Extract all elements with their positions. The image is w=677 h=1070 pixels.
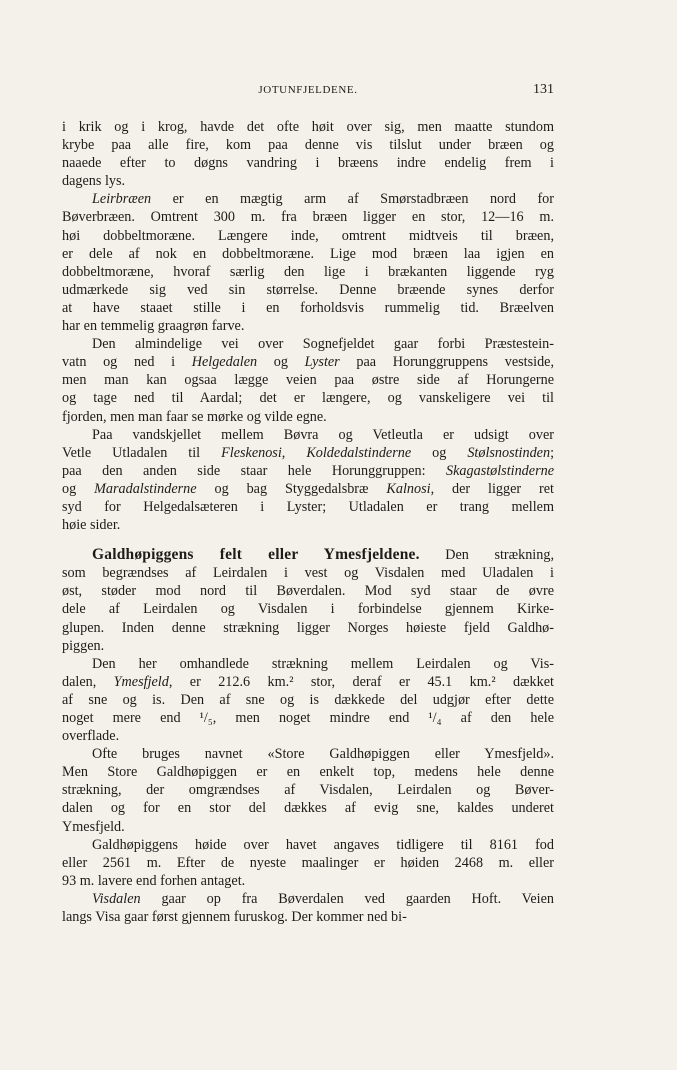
text-line: [62, 673, 554, 691]
text-run: , er 212.6 km.² stor, deraf er 45.1 km.² dækket: [168, 673, 554, 690]
text-run: og: [62, 480, 95, 497]
place-name: Lyster: [304, 354, 340, 371]
text-line: [62, 818, 554, 836]
text-line: [62, 208, 554, 226]
place-name: Koldedalstinderne: [306, 444, 412, 461]
text-line: [62, 781, 554, 799]
text-line: [62, 190, 554, 208]
text-run: og: [411, 444, 468, 461]
text-run: dalen og for en stor del dækkes af evig sne, kaldes underet: [62, 800, 554, 817]
text-run: Galdhøpiggens høide over havet angaves tidligere til 8161 fod: [92, 836, 554, 853]
text-run: fjorden, men man faar se mørke og vilde egne.: [62, 408, 327, 425]
text-run: Ofte bruges navnet «Store Galdhøpiggen eller Ymesfjeld».: [92, 746, 554, 763]
text-run: dalen,: [62, 673, 114, 690]
text-line: [62, 763, 554, 781]
page-number: 131: [533, 82, 554, 97]
text-run: ;: [550, 444, 554, 461]
text-run: øst, støder mod nord til Bøverdalen. Mod syd staar de øvre: [62, 583, 554, 600]
text-line: [62, 118, 554, 136]
paragraph: [62, 335, 554, 425]
text-run: Bøverbræen. Omtrent 300 m. fra bræen ligger en stor, 12—16 m.: [62, 209, 554, 226]
text-line: [62, 564, 554, 582]
text-line: [62, 691, 554, 709]
text-line: [62, 154, 554, 172]
text-run: har en temmelig graagrøn farve.: [62, 318, 245, 335]
text-run: Den her omhandlede strækning mellem Leirdalen og Vis-: [92, 655, 554, 672]
text-run: Ymesfjeld.: [62, 818, 125, 835]
text-run: overflade.: [62, 728, 120, 745]
paragraph: [62, 426, 554, 535]
text-line: [62, 745, 554, 763]
text-run: af sne og is. Den af sne og is dækkede del udgjør efter dette: [62, 691, 554, 708]
place-name: Helgedalen: [191, 354, 258, 371]
section-heading: Galdhøpiggens felt eller Ymesfjeldene.: [92, 546, 420, 564]
text-run: og bag Styggedalsbræ: [196, 480, 387, 497]
text-line: [62, 444, 554, 462]
text-run: og tage ned til Aardal; det er længere, og vanskeligere vei til: [62, 390, 554, 407]
text-line: [62, 371, 554, 389]
text-run: og: [257, 354, 305, 371]
text-run: men man kan ogsaa lægge veien paa østre side af Horungerne: [62, 372, 554, 389]
text-line: [62, 836, 554, 854]
text-run: ,: [281, 444, 307, 461]
paragraph: [62, 118, 554, 190]
text-line: [62, 619, 554, 637]
text-run: Vetle Utladalen til: [62, 444, 222, 461]
text-run: piggen.: [62, 637, 105, 654]
text-run: i krik og i krog, havde det ofte høit over sig, men maatte stundom: [62, 119, 554, 135]
text-line: [62, 281, 554, 299]
text-line: [62, 245, 554, 263]
text-line: [62, 317, 554, 335]
text-run: , der ligger ret: [430, 480, 554, 497]
section-gap: [62, 534, 554, 546]
text-line: [62, 136, 554, 154]
text-line: [62, 408, 554, 426]
paragraph: [62, 890, 554, 926]
text-run: dagens lys.: [62, 173, 126, 190]
text-run: noget mere end ¹/₅, men noget mindre end ¹/₄ af den hele: [62, 710, 554, 726]
text-run: som begrændses af Leirdalen i vest og Visdalen med Uladalen i: [62, 565, 554, 582]
text-line: [62, 637, 554, 655]
paragraph: [62, 745, 554, 835]
text-line: [62, 655, 554, 673]
paragraph: [62, 836, 554, 890]
text-line: [62, 426, 554, 444]
text-line: [62, 890, 554, 908]
text-run: udmærkede sig ved sin størrelse. Denne bræende synes derfor: [62, 281, 554, 298]
text-line: [62, 462, 554, 480]
text-run: at have staaet stille i en forholdsvis rummelig tid. Bræelven: [62, 299, 554, 316]
text-line: [62, 799, 554, 817]
text-line: [62, 172, 554, 190]
text-line: [62, 353, 554, 371]
text-line: [62, 546, 554, 564]
text-run: er en mægtig arm af Smørstadbræen nord for: [151, 191, 554, 208]
text-line: [62, 498, 554, 516]
body-text: [62, 118, 554, 926]
text-run: Den strækning,: [419, 547, 554, 564]
text-line: [62, 872, 554, 890]
text-run: høi dobbeltmoræne. Længere inde, omtrent midtveis til bræen,: [62, 227, 554, 244]
text-run: syd for Helgedalsæteren i Lyster; Utladalen er trang mellem: [62, 498, 554, 515]
place-name: Skagastølstinderne: [446, 462, 554, 479]
place-name: Maradalstinderne: [94, 480, 197, 497]
text-line: [62, 709, 554, 727]
text-run: naaede efter to døgns vandring i bræens indre endelig frem i: [62, 155, 554, 172]
place-name: Kalnosi: [386, 480, 431, 497]
text-run: langs Visa gaar først gjennem furuskog. Der kommer ned bi-: [62, 909, 407, 926]
text-line: [62, 727, 554, 745]
text-run: krybe paa alle fire, kom paa denne vis tilslut under bræen og: [62, 137, 554, 154]
text-run: paa Horunggruppens vestside,: [339, 354, 554, 371]
text-run: gaar op fra Bøverdalen ved gaarden Hoft. Veien: [140, 890, 554, 907]
text-run: eller 2561 m. Efter de nyeste maalinger er høiden 2468 m. eller: [62, 854, 554, 871]
text-run: 93 m. lavere end forhen antaget.: [62, 872, 246, 889]
text-line: [62, 854, 554, 872]
place-name: Stølsnostinden: [467, 444, 551, 461]
paragraph: [62, 546, 554, 655]
text-run: Paa vandskjellet mellem Bøvra og Vetleutla er udsigt over: [92, 426, 554, 443]
text-line: [62, 263, 554, 281]
page-header: [62, 84, 554, 104]
place-name: Ymesfjeld: [113, 673, 169, 690]
text-line: [62, 480, 554, 498]
text-line: [62, 582, 554, 600]
text-line: [62, 227, 554, 245]
text-run: dele af Leirdalen og Visdalen i forbindelse gjennem Kirke-: [62, 601, 554, 618]
text-run: Men Store Galdhøpiggen er en enkelt top, medens hele denne: [62, 764, 554, 781]
text-line: [62, 908, 554, 926]
text-run: glupen. Inden denne strækning ligger Norges høieste fjeld Galdhø-: [62, 619, 554, 636]
text-run: vatn og ned i: [62, 354, 192, 371]
text-run: dobbeltmoræne, hvoraf særlig den lige i brækanten liggende ryg: [62, 263, 554, 280]
place-name: Leirbræen: [92, 191, 152, 208]
text-run: strækning, der omgrændses af Visdalen, Leirdalen og Bøver-: [62, 782, 554, 799]
text-line: [62, 299, 554, 317]
text-run: er dele af nok en dobbeltmoræne. Lige mod bræen laa igjen en: [62, 245, 554, 262]
running-title: JOTUNFJELDENE.: [258, 84, 358, 96]
text-line: [62, 600, 554, 618]
text-run: høie sider.: [62, 517, 121, 534]
place-name: Fleskenosi: [221, 444, 282, 461]
place-name: Visdalen: [92, 890, 141, 907]
paragraph: [62, 655, 554, 745]
text-line: [62, 389, 554, 407]
text-line: [62, 516, 554, 534]
text-run: Den almindelige vei over Sognefjeldet gaar forbi Præstestein-: [92, 336, 554, 353]
text-line: [62, 335, 554, 353]
text-run: paa den anden side staar hele Horunggruppen:: [62, 462, 447, 479]
paragraph: [62, 190, 554, 335]
